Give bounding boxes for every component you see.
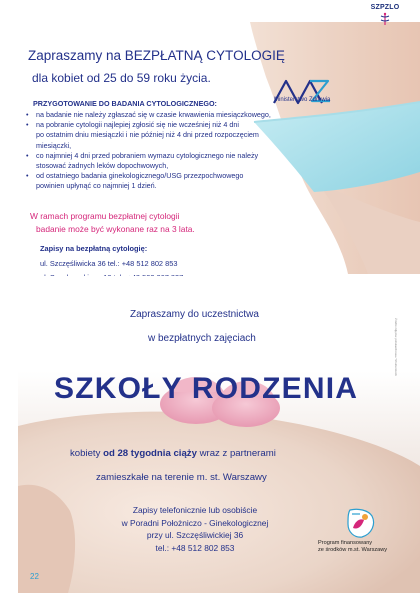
szpzlo-logo: [368, 4, 402, 32]
residence-line: zamieszkałe na terenie m. st. Warszawy: [96, 472, 267, 483]
program-note-line-1: Program finansowany: [318, 540, 373, 546]
contact-line: przy ul. Szczęśliwickiej 36: [146, 530, 244, 541]
program-frequency-note: [30, 210, 195, 236]
list-item: po ostatnim dniu miesiączki i nie później niż 4 dni przed rozpoczęciem: [36, 130, 259, 140]
list-item: • na pobranie cytologii najlepiej zgłosić się nie wcześniej niż 4 dni: [26, 120, 239, 130]
list-item: • od ostatniego badania ginekologicznego/USG przezpochwowego: [26, 171, 244, 181]
szpzlo-logo-text: SZPZLO: [370, 4, 400, 11]
program-note-line-2: ze środków m.st. Warszawy: [318, 547, 388, 554]
page-number: 22: [30, 572, 39, 581]
photo-credit-text: Źródło zdjęcia: polskazdrowa / Shutterstock: [394, 318, 398, 376]
list-item: powinien upłynąć co najmniej 1 dzień.: [36, 181, 157, 191]
list-item: • na badanie nie należy zgłaszać się w czasie krwawienia miesiączkowego,: [26, 110, 271, 119]
ministry-of-health-logo: [272, 75, 352, 111]
contact-line: w Poradni Położniczo - Ginekologicznej: [121, 517, 269, 528]
health-program-logo: [344, 506, 378, 540]
list-item: • co najmniej 4 dni przed pobraniem wymazu cytologicznego nie należy: [26, 150, 259, 160]
signup-title: Zapisy na bezpłatną cytologię:: [40, 244, 148, 253]
invite-line-1: Zapraszamy do uczestnictwa: [130, 309, 259, 320]
contact-line: tel.: +48 512 802 853: [155, 542, 235, 553]
ministry-of-health-text: Ministerstwo Zdrowia: [274, 97, 331, 103]
preparation-list: [26, 110, 336, 192]
list-item: stosować żadnych leków dopochwowych,: [36, 161, 169, 171]
program-funding-note: [318, 540, 404, 555]
contact-line: Zapisy telefonicznie lub osobiście: [132, 505, 258, 515]
birth-school-title: SZKOŁY RODZENIA: [54, 372, 359, 405]
note-line-1: W ramach programu bezpłatnej cytologii: [30, 211, 180, 221]
cytology-title: Zapraszamy na BEZPŁATNĄ CYTOLOGIĘ: [28, 48, 285, 63]
list-item: miesiączki,: [36, 140, 72, 150]
caduceus-icon: [378, 12, 392, 26]
eligibility-line: kobiety od 28 tygodnia ciąży wraz z partnerami: [70, 448, 276, 459]
list-item: ul. Szczęśliwicka 36 tel.: +48 512 802 853: [40, 259, 178, 268]
note-line-2: badanie może być wykonane raz na 3 lata.: [36, 224, 195, 234]
photo-credit: [392, 318, 398, 398]
cytology-subtitle: dla kobiet od 25 do 59 roku życia.: [32, 71, 211, 85]
preparation-heading: PRZYGOTOWANIE DO BADANIA CYTOLOGICZNEGO:: [33, 99, 217, 108]
pregnancy-week-highlight: od 28 tygodnia ciąży: [103, 448, 197, 459]
contact-info: [90, 504, 300, 554]
invite-line-2: w bezpłatnych zajęciach: [148, 333, 256, 344]
